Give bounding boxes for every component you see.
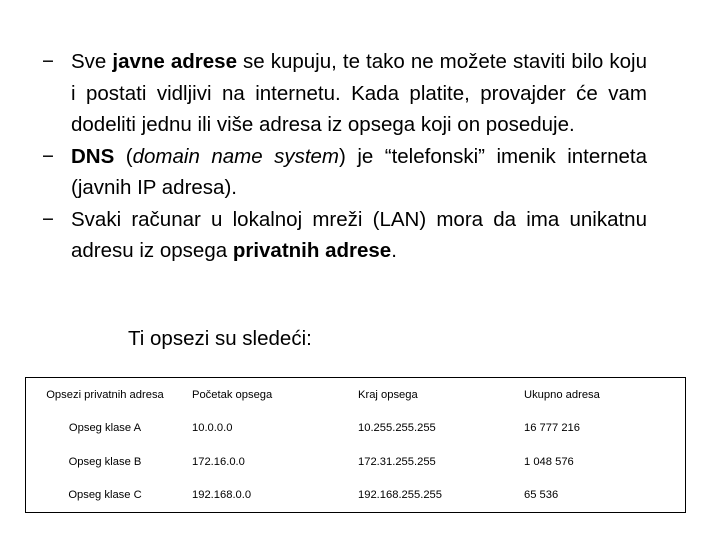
table-cell: 1 048 576 <box>524 455 574 468</box>
text-run: Svaki računar u lokalnoj mreži (LAN) mora da ima unikatnu adresu iz opsega <box>71 207 647 262</box>
bullet-text <box>71 46 647 141</box>
bullet-marker: − <box>42 144 54 168</box>
text-run-bold: javne adrese <box>112 50 237 73</box>
bullet-item <box>42 204 647 267</box>
table-row <box>26 445 686 479</box>
private-address-ranges-table <box>25 377 686 513</box>
text-run-bold: privatnih adrese <box>232 239 392 262</box>
header-cell: Opsezi privatnih adresa <box>46 388 164 401</box>
table-cell: Opseg klase B <box>68 455 142 468</box>
table-cell: 192.168.0.0 <box>192 489 252 502</box>
bullet-text <box>71 141 647 204</box>
table-header-row <box>26 378 686 412</box>
table-cell: 16 777 216 <box>524 422 580 435</box>
text-run-italic: domain name system <box>132 144 340 168</box>
table-cell: 172.16.0.0 <box>192 455 245 468</box>
text-run: ) je “telefonski” imenik interneta (javnih IP adresa). <box>71 144 647 199</box>
text-run: . <box>391 239 397 262</box>
header-cell: Početak opsega <box>192 388 273 401</box>
header-cell: Ukupno adresa <box>524 388 600 401</box>
table-row <box>26 412 686 446</box>
table-cell: 65 536 <box>524 489 559 502</box>
table-cell: 10.0.0.0 <box>192 422 233 435</box>
bullet-marker: − <box>42 50 54 73</box>
bullet-text <box>71 204 647 267</box>
table-cell: 172.31.255.255 <box>358 455 436 468</box>
text-run-bold: DNS <box>71 144 115 168</box>
bullet-item <box>42 46 647 141</box>
header-cell: Kraj opsega <box>358 388 418 401</box>
table-cell: Opseg klase A <box>68 422 142 435</box>
text-run: Sve <box>71 50 113 73</box>
bullet-item <box>42 141 647 204</box>
bullet-list <box>42 46 647 267</box>
table-cell: 192.168.255.255 <box>358 489 442 502</box>
text-run: se kupuju, te tako ne možete staviti bilo koju i postati vidljivi na internetu. Kada platite, provajder će vam dodeliti jednu ili više adresa iz opsega koji on poseduje. <box>71 50 647 136</box>
text-run: ( <box>114 144 133 168</box>
table-cell: 10.255.255.255 <box>358 422 436 435</box>
bullet-marker: − <box>42 207 54 231</box>
table-row <box>26 479 686 513</box>
table-intro: Ti opsezi su sledeći: <box>128 327 312 350</box>
table-cell: Opseg klase C <box>68 489 142 502</box>
